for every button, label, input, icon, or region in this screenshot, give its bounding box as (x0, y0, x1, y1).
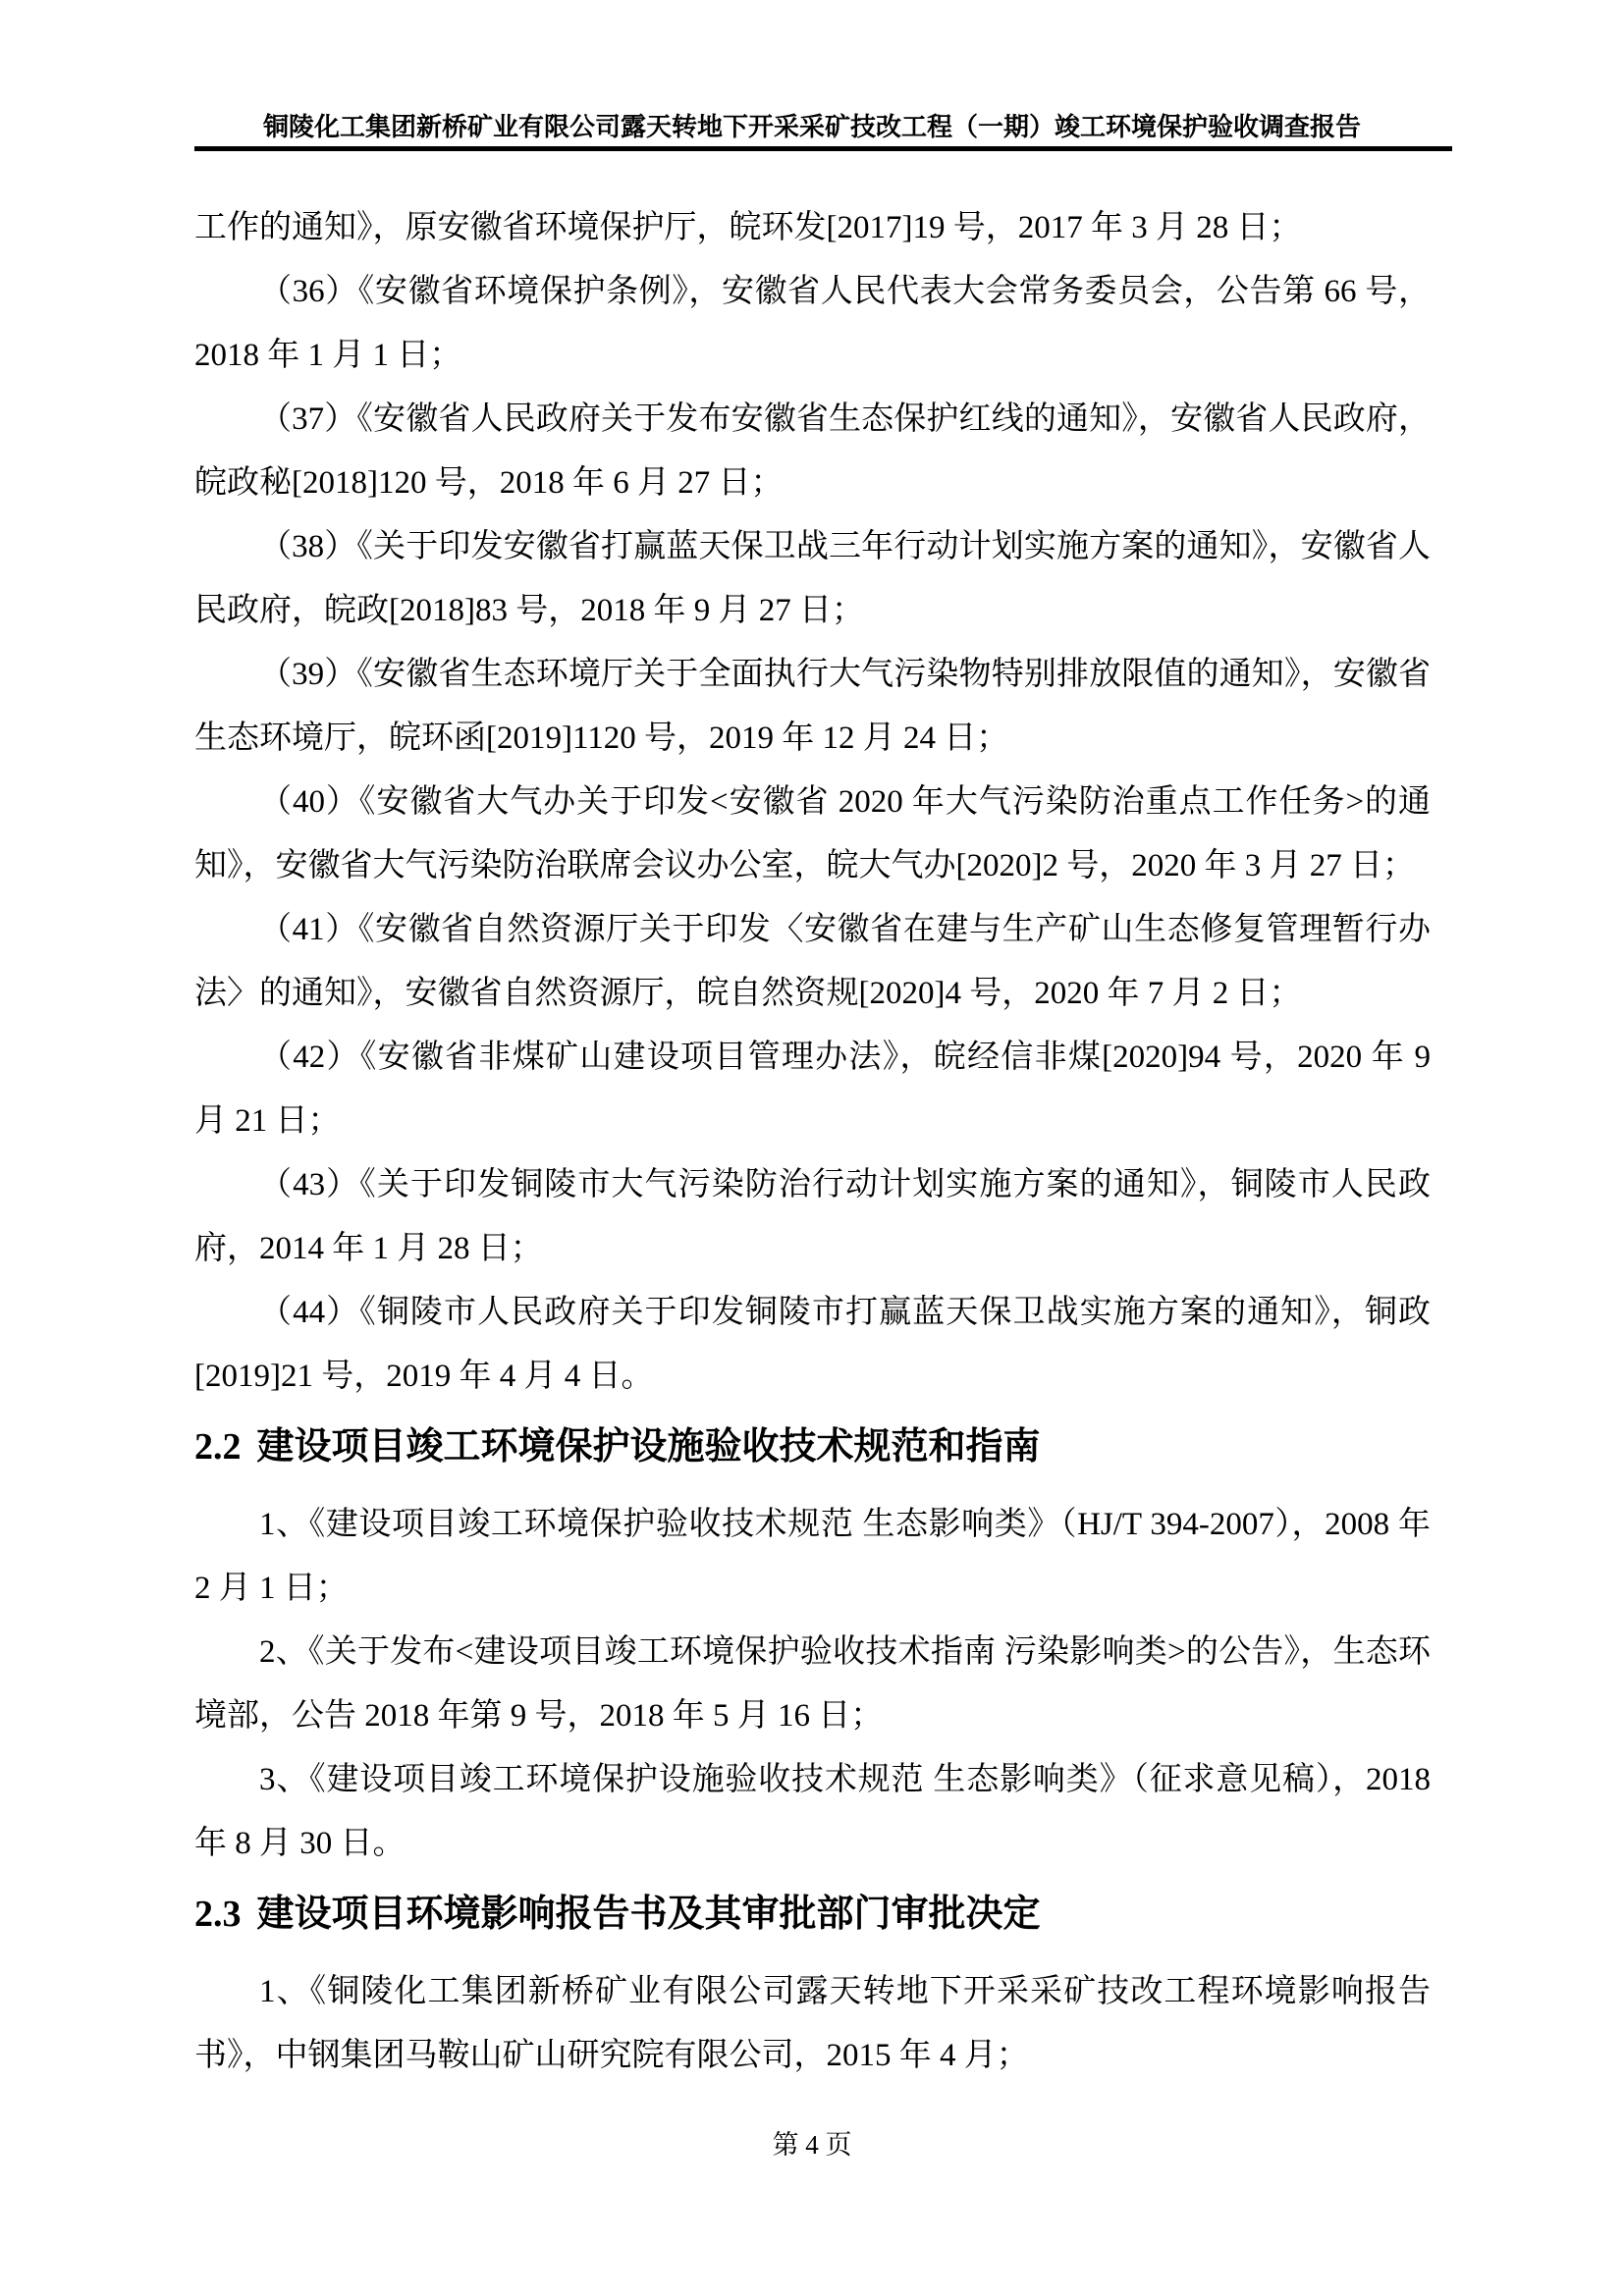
reference-item-44: （44）《铜陵市人民政府关于印发铜陵市打赢蓝天保卫战实施方案的通知》，铜政[2019]21 号，2019 年 4 月 4 日。 (194, 1295, 1431, 1394)
reference-item-41: （41）《安徽省自然资源厅关于印发〈安徽省在建与生产矿山生态修复管理暂行办法〉的通知》，安徽省自然资源厅，皖自然资规[2020]4 号，2020 年 7 月 2 日； (194, 912, 1431, 1011)
reference-item-40: （40）《安徽省大气办关于印发<安徽省 2020 年大气污染防治重点工作任务>的通知》，安徽省大气污染防治联席会议办公室，皖大气办[2020]2 号，2020 年 3 月 27 日； (194, 784, 1431, 883)
header-rule (194, 146, 1452, 151)
section-title: 建设项目竣工环境保护设施验收技术规范和指南 (256, 1426, 1041, 1468)
reference-item-42: （42）《安徽省非煤矿山建设项目管理办法》，皖经信非煤[2020]94 号，2020 年 9 月 21 日； (194, 1040, 1431, 1139)
section-2-3-item-1: 1、《铜陵化工集团新桥矿业有限公司露天转地下开采采矿技改工程环境影响报告书》，中钢集团马鞍山矿山研究院有限公司，2015 年 4 月； (194, 1974, 1431, 2073)
reference-item-39: （39）《安徽省生态环境厅关于全面执行大气污染物特别排放限值的通知》，安徽省生态环境厅，皖环函[2019]1120 号，2019 年 12 月 24 日； (194, 657, 1431, 756)
document-body (194, 196, 1431, 2088)
page-number: 第 4 页 (772, 2130, 852, 2160)
section-title: 建设项目环境影响报告书及其审批部门审批决定 (256, 1894, 1041, 1935)
reference-item-38: （38）《关于印发安徽省打赢蓝天保卫战三年行动计划实施方案的通知》，安徽省人民政府，皖政[2018]83 号，2018 年 9 月 27 日； (194, 529, 1431, 628)
section-number: 2.3 (194, 1894, 242, 1935)
reference-item-43: （43）《关于印发铜陵市大气污染防治行动计划实施方案的通知》，铜陵市人民政府，2014 年 1 月 28 日； (194, 1167, 1431, 1266)
section-2-2-item-1: 1、《建设项目竣工环境保护验收技术规范 生态影响类》（HJ/T 394-2007），2008 年 2 月 1 日； (194, 1507, 1431, 1606)
section-heading-2-2 (194, 1409, 1431, 1485)
page-header-title: 铜陵化工集团新桥矿业有限公司露天转地下开采采矿技改工程（一期）竣工环境保护验收调查报告 (262, 113, 1361, 141)
section-heading-2-3 (194, 1876, 1431, 1952)
reference-item-37: （37）《安徽省人民政府关于发布安徽省生态保护红线的通知》，安徽省人民政府，皖政秘[2018]120 号，2018 年 6 月 27 日； (194, 401, 1431, 501)
section-number: 2.2 (194, 1426, 242, 1468)
section-2-2-item-2: 2、《关于发布<建设项目竣工环境保护验收技术指南 污染影响类>的公告》，生态环境部，公告 2018 年第 9 号，2018 年 5 月 16 日； (194, 1634, 1431, 1734)
paragraph-continuation: 工作的通知》，原安徽省环境保护厅，皖环发[2017]19 号，2017 年 3 月 28 日； (194, 210, 1302, 245)
section-2-2-item-3: 3、《建设项目竣工环境保护设施验收技术规范 生态影响类》（征求意见稿），2018 年 8 月 30 日。 (194, 1762, 1431, 1861)
reference-item-36: （36）《安徽省环境保护条例》，安徽省人民代表大会常务委员会，公告第 66 号，2018 年 1 月 1 日； (194, 274, 1431, 373)
